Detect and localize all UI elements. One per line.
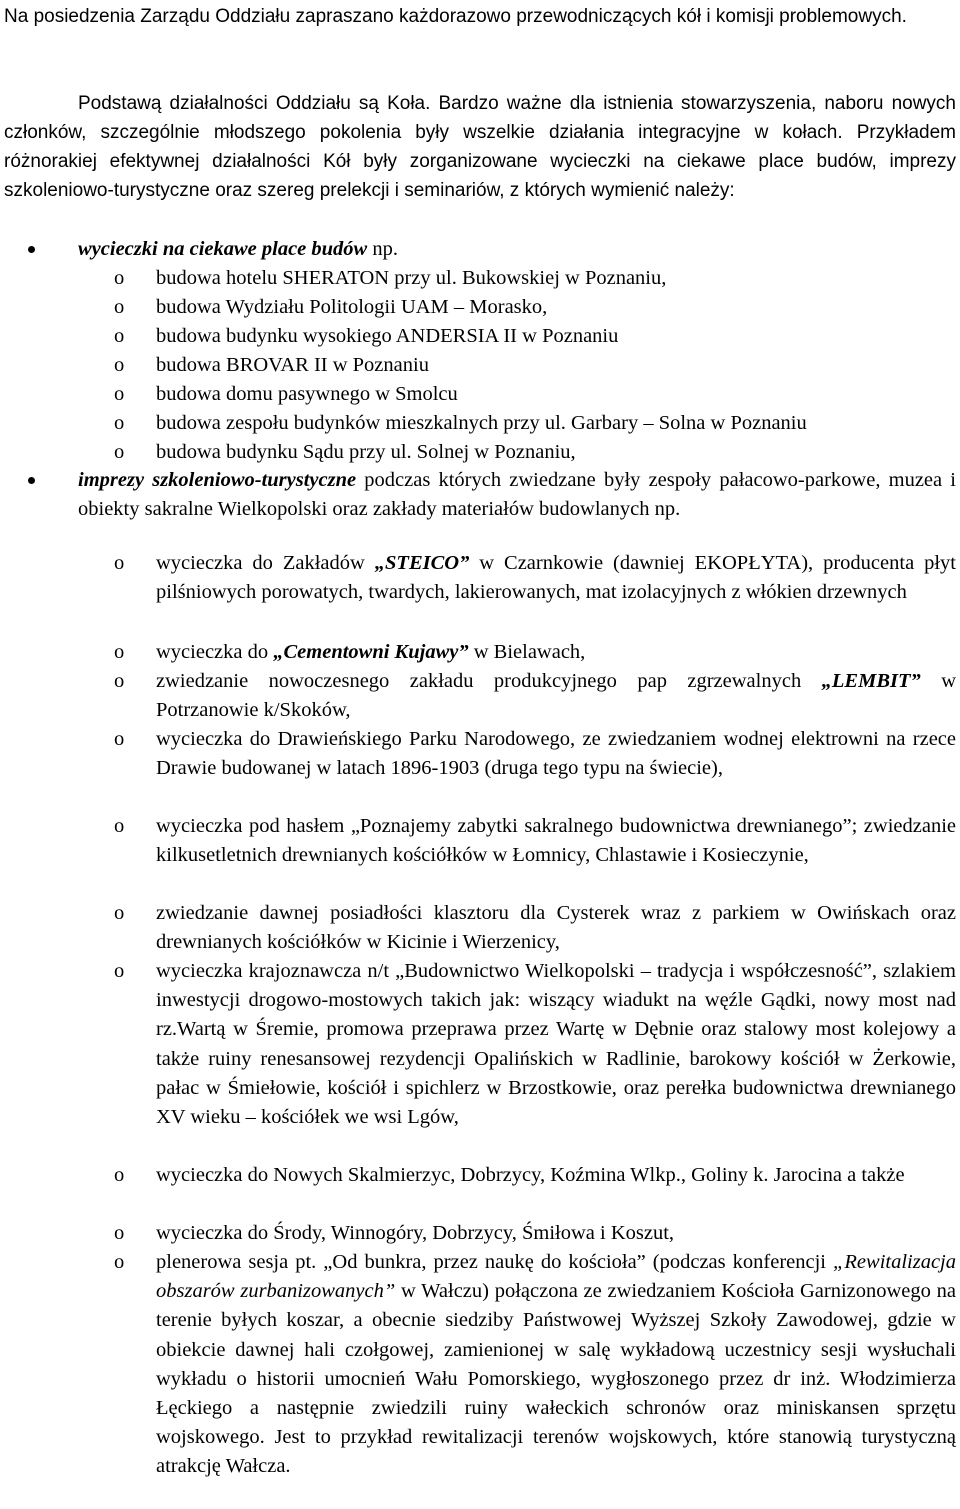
bullet-text: [78, 466, 956, 524]
list-item-text: wycieczka do Środy, Winnogóry, Dobrzycy, Śmiłowa i Koszut,: [156, 1222, 675, 1244]
list-item-text: budowa domu pasywnego w Smolcu: [156, 383, 458, 405]
circle-bullet-icon: o: [114, 267, 125, 289]
bullet-lead: wycieczki na ciekawe place budów: [78, 238, 368, 260]
text-run: zwiedzanie nowoczesnego zakładu produkcyjnego pap zgrzewalnych: [156, 670, 822, 692]
circle-bullet-icon: o: [114, 960, 125, 982]
circle-bullet-icon: o: [114, 383, 125, 405]
circle-bullet-icon: o: [114, 815, 125, 837]
list-item-text: wycieczka do Nowych Skalmierzyc, Dobrzycy, Koźmina Wlkp., Goliny k. Jarocina a także: [156, 1164, 905, 1186]
circle-bullet-icon: o: [114, 441, 125, 463]
text-run: w Czarnkowie (dawniej EKOPŁYTA), producenta płyt pilśniowych porowatych, twardych, lakierowanych, mat izolacyjnych z włókien drzewnych: [156, 552, 956, 604]
list-item-text: budowa hotelu SHERATON przy ul. Bukowskiej w Poznaniu,: [156, 267, 667, 289]
list-item-text: wycieczka krajoznawcza n/t „Budownictwo Wielkopolski – tradycja i współczesność”, szlakiem inwestycji drogowo-mostowych takich jak: wiszący wiadukt na węźle Gądki, nowy most nad rz.Wartą w Śremie, promowa przeprawa przez Wartę w Dębnie oraz stalowy most kolejowy a także ruiny renesansowej rezydencji Opalińskich w Radlinie, barokowy kościół w Żerkowie, pałac w Śmiełowie, kościół i spichlerz w Brzostkowie, oraz perełka budownictwa drewnianego XV wieku – kościółek we wsi Lgów,: [156, 960, 956, 1129]
bullet-text: [78, 235, 956, 264]
text-run-bold-italic: „LEMBIT”: [821, 670, 921, 692]
bullet-rest: np.: [367, 238, 398, 260]
circle-bullet-icon: o: [114, 902, 125, 924]
circle-bullet-icon: o: [114, 670, 125, 692]
text-run: plenerowa sesja pt. „Od bunkra, przez naukę do kościoła” (podczas konferencji: [156, 1251, 833, 1273]
bullet-lead: imprezy szkoleniowo-turystyczne: [78, 469, 357, 491]
list-item-text: zwiedzanie dawnej posiadłości klasztoru dla Cysterek wraz z parkiem w Owińskach oraz drewnianych kościółków w Kicinie i Wierzenicy,: [156, 902, 956, 954]
list-item-text: budowa budynku Sądu przy ul. Solnej w Poznaniu,: [156, 441, 576, 463]
text-run-bold-italic: „STEICO”: [374, 552, 470, 574]
text-run: w Potrzanowie k/Skoków,: [156, 670, 956, 722]
text-run: wycieczka do Zakładów: [156, 552, 375, 574]
text-run: w Bielawach,: [468, 641, 586, 663]
paragraph-circles: Podstawą działalności Oddziału są Koła. Bardzo ważne dla istnienia stowarzyszenia, naboru nowych członków, szczególnie młodszego pokolenia były wszelkie działania integracyjne w kołach. Przykładem różnorakiej efektywnej działalności Kół były zorganizowane wycieczki na ciekawe place budów, imprezy szkoleniowo-turystyczne oraz szereg prelekcji i seminariów, z których wymienić należy:: [4, 93, 956, 201]
paragraph-intro: Na posiedzenia Zarządu Oddziału zapraszano każdorazowo przewodniczących kół i komisji problemowych.: [4, 6, 907, 27]
list-item-text: [156, 638, 956, 667]
circle-bullet-icon: o: [114, 1222, 125, 1244]
circle-bullet-icon: o: [114, 1251, 125, 1273]
list-item-text: budowa Wydziału Politologii UAM – Morasko,: [156, 296, 548, 318]
circle-bullet-icon: o: [114, 325, 125, 347]
list-item-text: wycieczka pod hasłem „Poznajemy zabytki sakralnego budownictwa drewnianego”; zwiedzanie kilkusetletnich drewnianych kościółków w Łomnicy, Chlastawie i Kosieczynie,: [156, 815, 956, 867]
list-item-text: budowa BROVAR II w Poznaniu: [156, 354, 429, 376]
circle-bullet-icon: o: [114, 412, 125, 434]
text-run: wycieczka do: [156, 641, 274, 663]
list-item-text: [156, 667, 956, 725]
list-item-text: budowa budynku wysokiego ANDERSIA II w Poznaniu: [156, 325, 619, 347]
list-item-text: [156, 1248, 956, 1482]
list-item-text: budowa zespołu budynków mieszkalnych przy ul. Garbary – Solna w Poznaniu: [156, 412, 807, 434]
circle-bullet-icon: o: [114, 552, 125, 574]
list-item-text: wycieczka do Drawieńskiego Parku Narodowego, ze zwiedzaniem wodnej elektrowni na rzece Drawie budowanej w latach 1896-1903 (druga tego typu na świecie),: [156, 728, 956, 780]
circle-bullet-icon: o: [114, 354, 125, 376]
text-run-italic: „Rewitalizacja obszarów zurbanizowanych”: [156, 1251, 956, 1303]
text-run: w Wałczu) połączona ze zwiedzaniem Kościoła Garnizonowego na terenie byłych koszar, a obecnie siedziby Państwowej Wyższej Szkoły Zawodowej, gdzie w obiekcie dawnej hali czołgowej, zamienionej w salę wykładową uczestnicy sesji wysłuchali wykładu o historii umocnień Wału Pomorskiego, wygłoszonego przez dr inż. Włodzimierza Łęckiego a następnie zwiedzili ruiny wałeckich schronów oraz miniskansen sprzętu wojskowego. Jest to przykład rewitalizacji terenów wojskowych, które stanowią turystyczną atrakcję Wałcza.: [156, 1280, 956, 1478]
text-run-bold-italic: „Cementowni Kujawy”: [273, 641, 469, 663]
circle-bullet-icon: o: [114, 296, 125, 318]
circle-bullet-icon: o: [114, 641, 125, 663]
bullet-dot-icon: [28, 477, 35, 484]
bullet-rest: podczas których zwiedzane były zespoły pałacowo-parkowe, muzea i obiekty sakralne Wielkopolski oraz zakłady materiałów budowlanych np.: [78, 469, 956, 521]
circle-bullet-icon: o: [114, 1164, 125, 1186]
list-item-text: [156, 549, 956, 607]
circle-bullet-icon: o: [114, 728, 125, 750]
bullet-dot-icon: [28, 246, 35, 253]
